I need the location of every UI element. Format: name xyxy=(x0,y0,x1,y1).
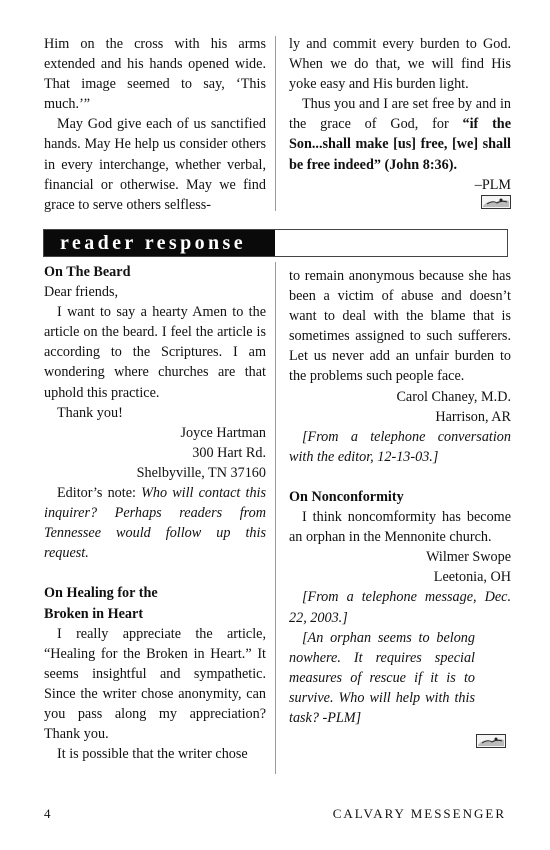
letter-heading: Broken in Heart xyxy=(44,605,144,622)
dove-seal-icon xyxy=(481,195,511,209)
editor-note xyxy=(44,483,266,563)
source-note: [From a telephone message, Dec. 22, 2003.] xyxy=(289,589,511,626)
source-note: [From a telephone conversation with the editor, 12-13-03.] xyxy=(289,428,511,465)
letter-body: I think noncomformity has become an orphan in the Mennonite church. xyxy=(289,509,511,546)
dove-seal-icon xyxy=(476,734,506,748)
column-divider xyxy=(275,262,276,774)
letter-body: to remain anonymous because she has been a victim of abuse and doesn’t want to deal with the blame that is sometimes assigned to such sufferers. Let us never add an unfair burden to the problems such people face. xyxy=(289,268,511,385)
letter-heading: On The Beard xyxy=(44,264,131,280)
letter-heading: On Healing for the xyxy=(44,585,158,602)
letter-body: I really appreciate the article, “Healing for the Broken in Heart.” It seems insightful and sympathetic. Since the writer chose anonymity, can you pass along my appreciation? Thank you. xyxy=(44,625,266,743)
author-city: Leetonia, OH xyxy=(433,569,511,586)
article-paragraph: ly and commit every burden to God. When we do that, we will find His yoke easy and His burden light. xyxy=(289,36,511,93)
scripture-quote: “if the Son...shall make [us] free, [we] shall be free indeed” (John 8:36). xyxy=(289,116,511,173)
letter-heading: On Nonconformity xyxy=(289,488,404,505)
author-name: Joyce Hartman xyxy=(180,424,266,441)
end-mark xyxy=(289,195,511,210)
salutation: Dear friends, xyxy=(44,284,119,301)
editor-note-text: Who will contact this inquirer? Perhaps readers from Tennessee would follow up this request. xyxy=(44,485,266,562)
publication-name: CALVARY MESSENGER xyxy=(332,806,506,821)
top-left-column xyxy=(44,34,266,215)
author-city: Harrison, AR xyxy=(435,408,511,425)
spacer xyxy=(289,467,511,487)
column-divider xyxy=(275,36,276,211)
spacer xyxy=(44,563,266,583)
page-number: 4 xyxy=(44,806,51,821)
article-paragraph: May God give each of us sanctified hands. May He help us consider others in every interchange, whether verbal, financial or otherwise. May we find grace to serve others selfless- xyxy=(44,116,266,213)
reader-response-right-column xyxy=(289,266,511,728)
article-text: Thus you and I are set free by and in the grace of God, for xyxy=(289,96,511,133)
section-title: reader response xyxy=(44,230,275,256)
top-right-column xyxy=(289,34,511,209)
article-paragraph: Him on the cross with his arms extended and his hands opened wide. That image seemed to say, ‘This much.’” xyxy=(44,36,266,113)
article-paragraph xyxy=(289,94,511,174)
signature: –PLM xyxy=(474,176,511,193)
editor-note: [An orphan seems to belong nowhere. It requires special measures of rescue if it is to survive. Who will help with this task? -PLM] xyxy=(289,629,475,726)
author-name: Wilmer Swope xyxy=(426,549,511,566)
author-name: Carol Chaney, M.D. xyxy=(396,388,511,405)
section-banner xyxy=(43,229,508,257)
letter-body: It is possible that the writer chose xyxy=(57,746,248,763)
author-address: 300 Hart Rd. xyxy=(192,444,266,461)
letter-thanks: Thank you! xyxy=(57,404,123,421)
reader-response-left-column xyxy=(44,262,266,764)
editor-note-label: Editor’s note: xyxy=(57,485,142,502)
author-city: Shelbyville, TN 37160 xyxy=(136,464,266,481)
letter-body: I want to say a hearty Amen to the article on the beard. I feel the article is according to the Scriptures. I am wondering where churches are that uphold this practice. xyxy=(44,304,266,401)
